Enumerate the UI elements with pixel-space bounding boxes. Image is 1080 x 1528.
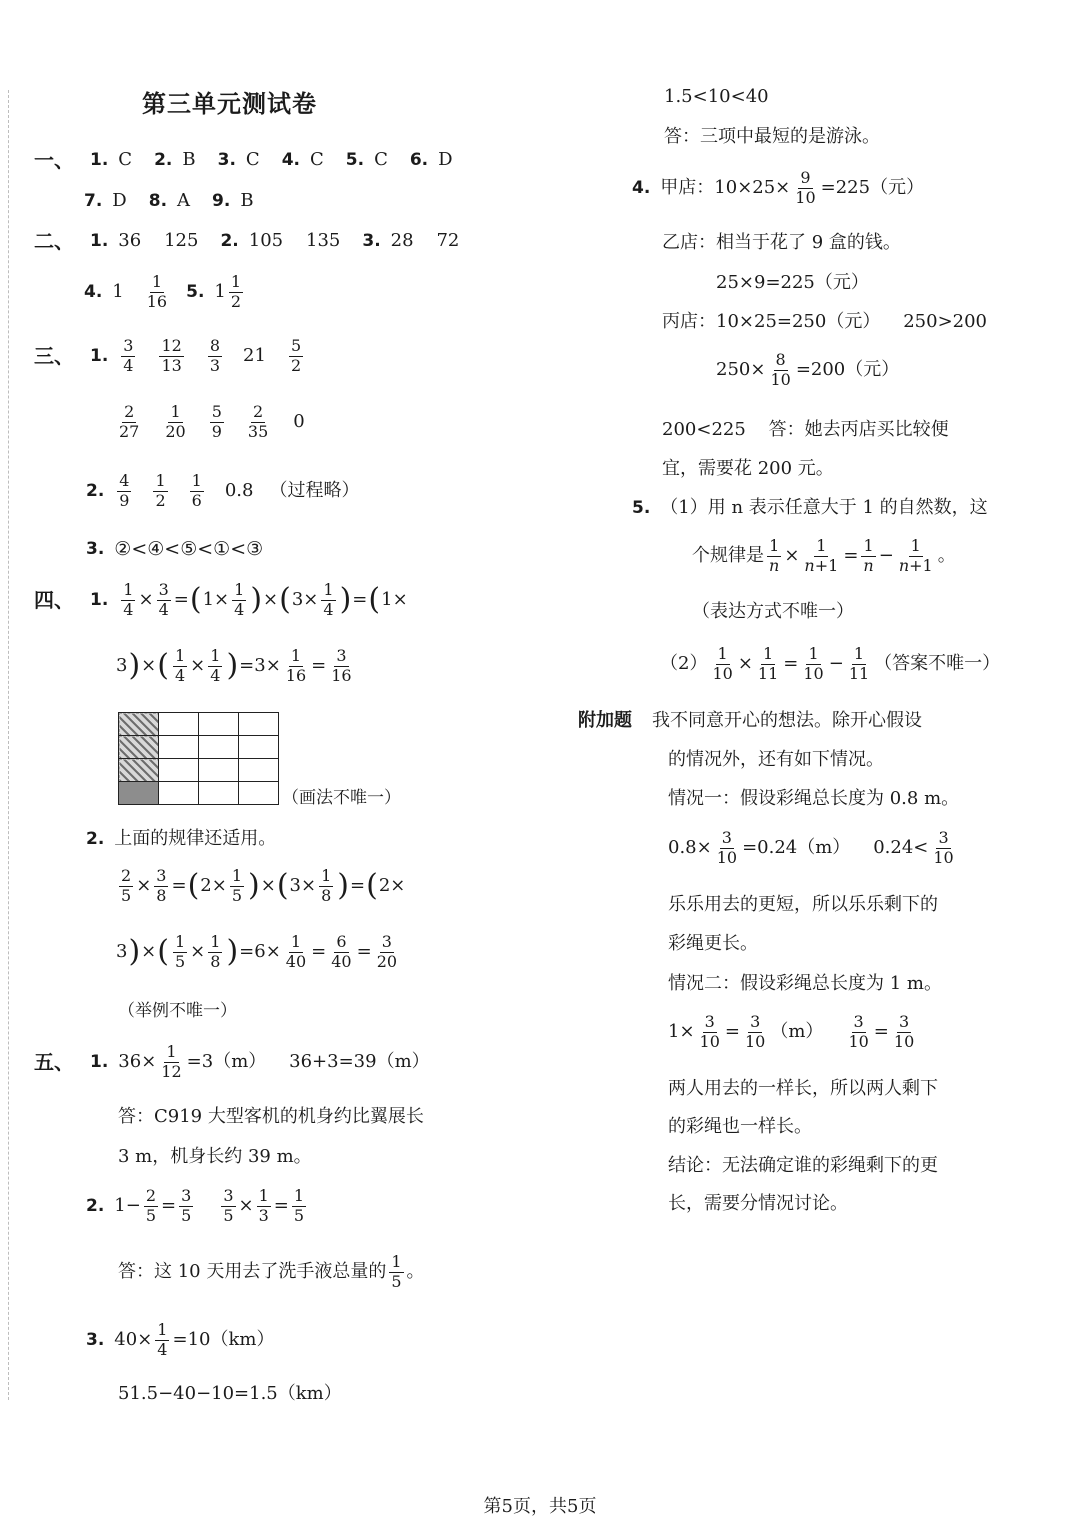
- fraction: $\frac{1}{16}$: [146, 272, 168, 311]
- operator: ×: [138, 589, 154, 611]
- expression: 40×: [114, 1329, 153, 1351]
- section-label: 五、: [34, 1050, 74, 1075]
- answer: （2）: [660, 653, 708, 675]
- operator: ×: [136, 875, 152, 897]
- section-5-answer-1a: 答：C919 大型客机的机身约比翼展长: [118, 1106, 424, 1127]
- page-footer: 第5页，共5页: [483, 1496, 597, 1517]
- section-5-answer-2: [118, 1254, 425, 1291]
- fraction: $\frac{3}{4}$: [123, 336, 134, 375]
- answer: D: [438, 149, 453, 170]
- fraction: $\frac{1}{5}$: [391, 1252, 402, 1291]
- shaded-grid-diagram: [118, 712, 279, 805]
- answer: 我不同意开心的想法。除开心假设: [652, 710, 922, 731]
- fraction: $\frac{1}{4}$: [210, 646, 221, 685]
- fraction: $\frac{1}{5}$: [293, 1186, 305, 1225]
- fraction: $\frac{3}{10}$: [699, 1012, 720, 1051]
- section-5-line-1: [34, 1044, 430, 1081]
- answer: （1）用 n 表示任意大于 1 的自然数，这: [660, 497, 988, 518]
- punctuation: 。: [937, 545, 956, 567]
- section-label: 三、: [34, 344, 74, 369]
- fraction: $\frac{1}{n}$: [863, 536, 874, 575]
- answer: ②<④<⑤<①<③: [114, 538, 264, 560]
- fraction: $\frac{5}{2}$: [290, 336, 302, 375]
- section-5-line-2: [86, 1188, 309, 1225]
- page-title: 第三单元测试卷: [142, 89, 317, 118]
- fraction: $\frac{2}{5}$: [145, 1186, 157, 1225]
- bonus-line-3: 情况一：假设彩绳总长度为 0.8 m。: [668, 788, 960, 809]
- fraction: $\frac{1}{11}$: [757, 644, 779, 683]
- q-number: 2.: [220, 230, 239, 251]
- fraction: $\frac{1}{2}$: [230, 272, 242, 311]
- fraction: $\frac{1}{6}$: [191, 471, 202, 510]
- bonus-line-2: 的情况外，还有如下情况。: [668, 749, 884, 770]
- expression: =225（元）: [820, 177, 925, 199]
- right-line-5: 25×9=225（元）: [716, 272, 869, 293]
- expression: =3（m） 36+3=39（m）: [186, 1051, 430, 1073]
- fraction: $\frac{8}{3}$: [209, 336, 221, 375]
- answer: 36 125: [118, 230, 199, 251]
- fraction: $\frac{1}{8}$: [321, 866, 332, 905]
- q-number: 2.: [86, 480, 105, 501]
- number: 1: [381, 589, 393, 611]
- section-5-line-4: 51.5−40−10=1.5（km）: [118, 1383, 342, 1404]
- fraction: $\frac{9}{10}$: [795, 168, 816, 207]
- fraction: $\frac{1}{4}$: [174, 646, 186, 685]
- operator: ×: [190, 941, 206, 963]
- q-number: 3.: [86, 1329, 105, 1350]
- bonus-line-8: 1× $\frac{3}{10}$ = $\frac{3}{10}$ （m） $\frac{3}{10}$ = $\frac{3}{10}$: [668, 1012, 915, 1051]
- fraction: $\frac{2}{5}$: [121, 866, 132, 905]
- answer: 1: [214, 281, 226, 303]
- operator: =: [356, 941, 372, 963]
- number: 3: [116, 655, 128, 677]
- q-number: 9.: [212, 190, 231, 211]
- number: 3: [289, 875, 301, 897]
- bonus-line-10: 的彩绳也一样长。: [668, 1116, 812, 1137]
- right-line-7: [716, 352, 899, 389]
- section-4-line-4: 3 ) × ( $\frac{1}{5}$ × $\frac{1}{8}$ ) =6× $\frac{1}{40}$ = $\frac{6}{40}$ = $\frac{3}{20}$: [116, 932, 398, 971]
- section-1-line-2: [84, 192, 254, 210]
- right-line-2: 答：三项中最短的是游泳。: [664, 126, 880, 147]
- q-number: 4.: [632, 177, 651, 198]
- fraction: $\frac{1}{n+1}$: [804, 536, 839, 575]
- fraction: $\frac{3}{16}$: [331, 646, 352, 685]
- operator: ×: [190, 655, 206, 677]
- q-number: 7.: [84, 190, 103, 211]
- q-number: 2.: [86, 1195, 105, 1216]
- fraction: $\frac{2}{27}$: [119, 402, 140, 441]
- section-4-note: （举例不唯一）: [118, 1001, 237, 1021]
- fraction: $\frac{2}{35}$: [247, 402, 269, 441]
- section-1-line-1: [34, 150, 453, 170]
- q-number: 1.: [90, 149, 109, 170]
- fraction: $\frac{3}{10}$: [893, 1012, 915, 1051]
- bonus-label: 附加题: [578, 710, 632, 731]
- right-line-8: 200<225 答：她去丙店买比较便: [662, 419, 949, 440]
- right-line-11: 个规律是 $\frac{1}{n}$ × $\frac{1}{n+1}$ = $\frac{1}{n}$ − $\frac{1}{n+1}$ 。: [692, 536, 956, 575]
- section-label: 二、: [34, 229, 74, 253]
- operator: =3×: [239, 655, 281, 677]
- fraction: $\frac{1}{n}$: [769, 536, 780, 575]
- bonus-line-4: [668, 830, 959, 867]
- operator: ×: [211, 875, 227, 897]
- right-line-12: （表达方式不唯一）: [692, 601, 854, 622]
- bonus-line-12: 长，需要分情况讨论。: [668, 1193, 848, 1214]
- bonus-line-5: 乐乐用去的更短，所以乐乐剩下的: [668, 894, 938, 915]
- note: （过程略）: [269, 480, 360, 502]
- fraction: $\frac{4}{9}$: [119, 471, 130, 510]
- section-3-line-4: [86, 540, 263, 559]
- answer: 答：这 10 天用去了洗手液总量的: [118, 1261, 387, 1283]
- fraction: $\frac{1}{5}$: [174, 932, 186, 971]
- fraction: $\frac{3}{4}$: [158, 580, 169, 619]
- fraction: $\frac{5}{9}$: [211, 402, 222, 441]
- unit: （m）: [770, 1021, 824, 1043]
- q-number: 4.: [281, 149, 300, 170]
- right-line-6: 丙店：10×25=250（元） 250>200: [662, 311, 988, 332]
- q-number: 3.: [362, 230, 381, 251]
- answer: C: [374, 149, 388, 170]
- operator: =6×: [239, 941, 281, 963]
- answer: 105 135: [248, 230, 341, 251]
- fraction: $\frac{1}{n+1}$: [898, 536, 933, 575]
- operator: =: [273, 1195, 289, 1217]
- operator: ×: [301, 875, 317, 897]
- section-3-line-1: [34, 338, 306, 375]
- q-number: 2.: [154, 149, 173, 170]
- fraction: $\frac{1}{8}$: [210, 932, 221, 971]
- q-number: 2.: [86, 828, 105, 849]
- expression: =10（km）: [172, 1329, 275, 1351]
- operator: =: [171, 875, 187, 897]
- number: 3: [116, 941, 128, 963]
- q-number: 3.: [86, 539, 105, 559]
- fraction: $\frac{3}{5}$: [181, 1186, 192, 1225]
- answer: C: [309, 149, 324, 170]
- q-number: 1.: [90, 345, 109, 366]
- fraction: $\frac{3}{10}$: [716, 828, 738, 867]
- fraction: $\frac{1}{4}$: [157, 1320, 168, 1359]
- q-number: 5.: [632, 497, 651, 518]
- fraction: $\frac{1}{3}$: [258, 1186, 269, 1225]
- answer: D: [112, 190, 127, 211]
- answer: 21: [243, 345, 266, 367]
- bonus-line-9: 两人用去的一样长，所以两人剩下: [668, 1078, 938, 1099]
- answer: 个规律是: [692, 545, 764, 567]
- fraction: $\frac{1}{2}$: [155, 471, 166, 510]
- section-5-line-3: [86, 1322, 274, 1359]
- operator: =: [311, 941, 327, 963]
- fraction: $\frac{1}{16}$: [285, 646, 307, 685]
- right-line-13: （2） $\frac{1}{10}$ × $\frac{1}{11}$ = $\frac{1}{10}$ − $\frac{1}{11}$ （答案不唯一）: [660, 644, 1001, 683]
- right-q4-line: [632, 170, 924, 207]
- fraction: $\frac{1}{12}$: [161, 1042, 182, 1081]
- fraction: $\frac{1}{4}$: [123, 580, 134, 619]
- answer: B: [240, 190, 254, 211]
- bonus-line-7: 情况二：假设彩绳总长度为 1 m。: [668, 973, 942, 994]
- fraction: $\frac{1}{40}$: [285, 932, 307, 971]
- operator: ×: [238, 1195, 254, 1217]
- fraction: $\frac{3}{5}$: [223, 1186, 234, 1225]
- number: 3: [291, 589, 304, 611]
- section-5-answer-1b: 3 m，机身长约 39 m。: [118, 1146, 312, 1167]
- q-number: 3.: [217, 149, 236, 170]
- right-q5-line: [632, 499, 988, 517]
- operator: ×: [303, 589, 319, 611]
- answer: A: [177, 190, 191, 211]
- fraction: $\frac{1}{10}$: [803, 644, 824, 683]
- operator: =: [311, 655, 327, 677]
- operator: ×: [141, 655, 157, 677]
- q-number: 1.: [90, 589, 109, 610]
- answer: C: [245, 149, 260, 170]
- answer: 28 72: [390, 230, 460, 251]
- fraction: $\frac{1}{11}$: [848, 644, 870, 683]
- answer: （答案不唯一）: [874, 653, 1001, 675]
- q-number: 5.: [186, 281, 205, 302]
- operator: ×: [141, 941, 157, 963]
- expression: 36×: [118, 1051, 157, 1073]
- operator: ×: [392, 589, 408, 611]
- q-number: 5.: [345, 149, 365, 170]
- q-number: 4.: [84, 281, 103, 302]
- operator: =: [352, 589, 368, 611]
- operator: ×: [260, 875, 276, 897]
- fraction: $\frac{12}{13}$: [161, 336, 182, 375]
- section-2-line-2: [84, 274, 246, 311]
- bonus-line-6: 彩绳更长。: [668, 933, 758, 954]
- expression: =0.24（m） 0.24<: [742, 837, 929, 859]
- fraction: $\frac{3}{8}$: [156, 866, 167, 905]
- expression: 1−: [114, 1195, 141, 1217]
- fraction: $\frac{1}{4}$: [234, 580, 245, 619]
- grid-note: （画法不唯一）: [282, 788, 401, 808]
- expression: 甲店：10×25×: [660, 177, 791, 199]
- fraction: $\frac{1}{10}$: [712, 644, 733, 683]
- expression: 1×: [668, 1021, 695, 1043]
- fraction: $\frac{1}{20}$: [165, 402, 186, 441]
- q-number: 1.: [90, 1051, 109, 1072]
- fraction: $\frac{3}{10}$: [933, 828, 954, 867]
- answer: 上面的规律还适用。: [114, 828, 277, 849]
- operator: =: [173, 589, 189, 611]
- right-line-9: 宜，需要花 200 元。: [662, 458, 834, 479]
- section-4-q2-text: [86, 830, 276, 848]
- fraction: $\frac{3}{10}$: [745, 1012, 766, 1051]
- operator: =: [350, 875, 366, 897]
- operator: ×: [214, 589, 230, 611]
- bonus-line-1: [578, 712, 922, 730]
- fraction: $\frac{6}{40}$: [331, 932, 352, 971]
- fraction: $\frac{8}{10}$: [770, 350, 791, 389]
- section-label: 四、: [34, 588, 74, 613]
- q-number: 8.: [148, 190, 168, 211]
- bonus-line-11: 结论：无法确定谁的彩绳剩下的更: [668, 1155, 938, 1176]
- section-4-line-2: 3 ) × ( $\frac{1}{4}$ × $\frac{1}{4}$ ) =3× $\frac{1}{16}$ = $\frac{3}{16}$: [116, 646, 352, 685]
- q-number: 1.: [90, 230, 109, 251]
- operator: ×: [263, 589, 279, 611]
- expression: 250×: [716, 359, 766, 381]
- operator: ×: [390, 875, 406, 897]
- expression: =200（元）: [795, 359, 900, 381]
- section-label: 一、: [34, 148, 74, 172]
- fraction: $\frac{3}{10}$: [848, 1012, 869, 1051]
- binding-margin-line: [8, 90, 9, 1400]
- right-line-1: 1.5<10<40: [664, 86, 769, 107]
- number: 2: [200, 875, 212, 897]
- section-4-line-3: $\frac{2}{5}$ × $\frac{3}{8}$ = ( 2 × $\frac{1}{5}$ ) × ( 3 × $\frac{1}{8}$ ) = ( 2 ×: [121, 866, 406, 905]
- number: 1: [202, 589, 215, 611]
- right-line-4: 乙店：相当于花了 9 盒的钱。: [662, 232, 901, 253]
- number: 2: [378, 875, 391, 897]
- fraction: $\frac{3}{20}$: [376, 932, 398, 971]
- fraction: $\frac{1}{4}$: [323, 580, 334, 619]
- expression: 0.8×: [668, 837, 712, 859]
- punctuation: 。: [406, 1261, 425, 1283]
- answer: 0: [293, 411, 305, 433]
- operator: =: [161, 1195, 177, 1217]
- answer: B: [182, 149, 196, 170]
- section-4-line-1: 四、 1. $\frac{1}{4}$ × $\frac{3}{4}$ = ( 1 × $\frac{1}{4}$ ) × ( 3 × $\frac{1}{4}$ ) = ( 1 ×: [34, 580, 408, 619]
- fraction: $\frac{1}{5}$: [231, 866, 243, 905]
- section-2-line-1: [34, 231, 459, 251]
- q-number: 6.: [409, 149, 429, 170]
- answer: 1: [112, 281, 124, 303]
- section-3-line-3: [86, 473, 360, 510]
- answer: 0.8: [224, 480, 254, 502]
- answer: C: [118, 149, 133, 170]
- section-3-line-2: [114, 404, 305, 441]
